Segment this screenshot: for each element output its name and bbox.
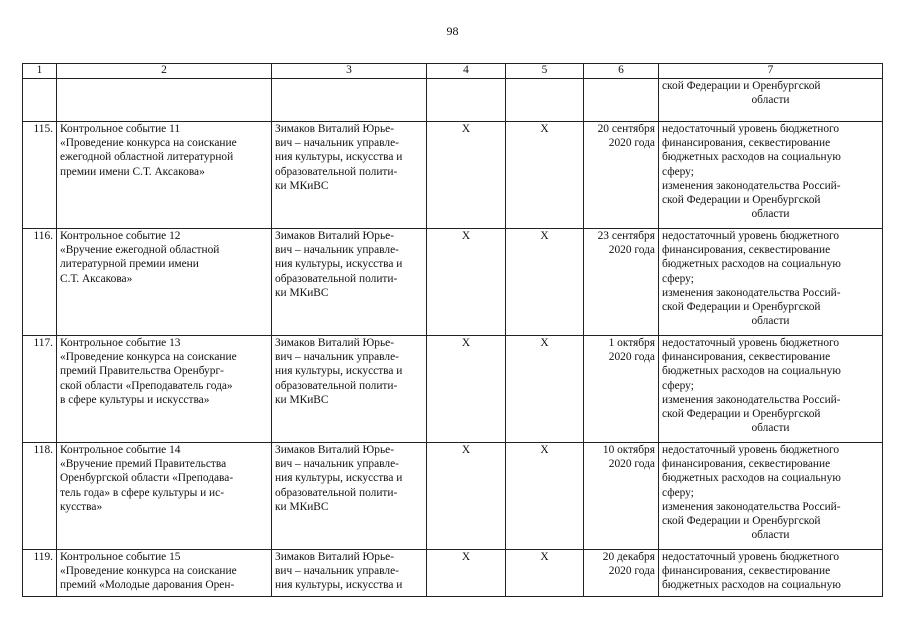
text-line: 2020 года xyxy=(608,244,655,257)
column-header: 6 xyxy=(584,64,659,79)
text-line: Контрольное событие 11 xyxy=(60,123,181,135)
text-line: недостаточный уровень бюджетного xyxy=(662,123,840,135)
text-line: изменения законодательства Россий- xyxy=(662,179,841,192)
cell-num xyxy=(23,79,57,122)
text-line: финансирования, секвестирование xyxy=(662,458,831,471)
text-line: Контрольное событие 14 xyxy=(60,444,181,456)
event-description xyxy=(57,122,272,229)
cell-event xyxy=(57,79,272,122)
text-line: изменения законодательства Россий- xyxy=(662,393,841,406)
responsible-person xyxy=(272,443,427,550)
col5-mark: Х xyxy=(506,229,584,336)
event-date xyxy=(584,122,659,229)
text-line: 1 октября xyxy=(608,337,655,349)
page-number: 98 xyxy=(446,24,459,38)
text-line: премии имени С.Т. Аксакова» xyxy=(60,165,205,178)
cell-col4 xyxy=(427,79,506,122)
text-line: 23 сентября xyxy=(597,230,655,242)
responsible-person xyxy=(272,550,427,597)
text-line: «Проведение конкурса на соискание xyxy=(60,351,237,364)
text-line: «Вручение ежегодной областной xyxy=(60,244,220,257)
column-header: 3 xyxy=(272,64,427,79)
text-line: ния культуры, искусства и xyxy=(275,151,403,164)
text-line: образовательной полити- xyxy=(275,165,398,178)
text-line: финансирования, секвестирование xyxy=(662,244,831,257)
row-number: 119. xyxy=(23,550,57,597)
text-line: 2020 года xyxy=(608,565,655,578)
table-row xyxy=(23,122,883,229)
responsible-person xyxy=(272,336,427,443)
text-line: Зимаков Виталий Юрье- xyxy=(275,337,395,349)
col5-mark: Х xyxy=(506,550,584,597)
text-line: ния культуры, искусства и xyxy=(275,579,403,592)
text-line: «Вручение премий Правительства xyxy=(60,458,227,471)
text-line: Зимаков Виталий Юрье- xyxy=(275,551,395,563)
risks-description xyxy=(659,122,883,229)
text-line: ки МКиВС xyxy=(275,179,329,192)
event-description xyxy=(57,550,272,597)
event-date xyxy=(584,229,659,336)
text-line: премий «Молодые дарования Орен- xyxy=(60,579,235,592)
table-row xyxy=(23,550,883,597)
column-header: 5 xyxy=(506,64,584,79)
risks-description xyxy=(659,229,883,336)
text-line: 20 декабря xyxy=(602,551,655,563)
column-header: 7 xyxy=(659,64,883,79)
text-line: ки МКиВС xyxy=(275,286,329,299)
event-date xyxy=(584,336,659,443)
text-line: сферу; xyxy=(662,486,694,499)
text-line: сферу; xyxy=(662,379,694,392)
risks-description xyxy=(659,550,883,597)
text-line: Контрольное событие 13 xyxy=(60,337,181,349)
text-line: области xyxy=(751,208,790,221)
text-line: вич – начальник управле- xyxy=(275,351,399,364)
text-line: ской Федерации и Оренбургской xyxy=(662,515,821,528)
text-line: финансирования, секвестирование xyxy=(662,565,831,578)
text-line: литературной премии имени xyxy=(60,258,199,271)
text-line: Зимаков Виталий Юрье- xyxy=(275,444,395,456)
responsible-person xyxy=(272,122,427,229)
col4-mark: Х xyxy=(427,336,506,443)
text-line: недостаточный уровень бюджетного xyxy=(662,551,840,563)
text-line: образовательной полити- xyxy=(275,272,398,285)
column-number-header xyxy=(23,64,883,79)
text-line: «Проведение конкурса на соискание xyxy=(60,565,237,578)
continuation-row xyxy=(23,79,883,122)
event-description xyxy=(57,443,272,550)
text-line: вич – начальник управле- xyxy=(275,565,399,578)
table-row xyxy=(23,229,883,336)
text-line: ской Федерации и Оренбургской xyxy=(662,80,821,92)
text-line: вич – начальник управле- xyxy=(275,137,399,150)
text-line: премий Правительства Оренбург- xyxy=(60,365,224,378)
text-line: ежегодной областной литературной xyxy=(60,151,234,164)
text-line: ской Федерации и Оренбургской xyxy=(662,408,821,421)
responsible-person xyxy=(272,229,427,336)
text-line: тель года» в сфере культуры и ис- xyxy=(60,486,224,499)
text-line: бюджетных расходов на социальную xyxy=(662,472,841,485)
event-description xyxy=(57,336,272,443)
text-line: области xyxy=(751,315,790,328)
col5-mark: Х xyxy=(506,122,584,229)
text-line: в сфере культуры и искусства» xyxy=(60,393,210,406)
text-line: С.Т. Аксакова» xyxy=(60,272,133,285)
text-line: вич – начальник управле- xyxy=(275,458,399,471)
row-number: 116. xyxy=(23,229,57,336)
col5-mark: Х xyxy=(506,443,584,550)
text-line: недостаточный уровень бюджетного xyxy=(662,444,840,456)
text-line: ки МКиВС xyxy=(275,500,329,513)
text-line: финансирования, секвестирование xyxy=(662,137,831,150)
text-line: 2020 года xyxy=(608,458,655,471)
text-line: области xyxy=(751,529,790,542)
text-line: области xyxy=(751,422,790,435)
col4-mark: Х xyxy=(427,229,506,336)
text-line: сферу; xyxy=(662,165,694,178)
text-line: ния культуры, искусства и xyxy=(275,258,403,271)
text-line: Оренбургской области «Преподава- xyxy=(60,472,234,485)
text-line: бюджетных расходов на социальную xyxy=(662,579,841,592)
text-line: вич – начальник управле- xyxy=(275,244,399,257)
row-number: 117. xyxy=(23,336,57,443)
table-row xyxy=(23,336,883,443)
text-line: сферу; xyxy=(662,272,694,285)
col4-mark: Х xyxy=(427,550,506,597)
text-line: финансирования, секвестирование xyxy=(662,351,831,364)
risks-description xyxy=(659,443,883,550)
col4-mark: Х xyxy=(427,443,506,550)
event-date xyxy=(584,443,659,550)
text-line: бюджетных расходов на социальную xyxy=(662,365,841,378)
risks-description xyxy=(659,336,883,443)
text-line: Зимаков Виталий Юрье- xyxy=(275,123,395,135)
table-row xyxy=(23,443,883,550)
event-date xyxy=(584,550,659,597)
event-description xyxy=(57,229,272,336)
text-line: бюджетных расходов на социальную xyxy=(662,258,841,271)
text-line: 2020 года xyxy=(608,137,655,150)
text-line: Зимаков Виталий Юрье- xyxy=(275,230,395,242)
col5-mark: Х xyxy=(506,336,584,443)
text-line: Контрольное событие 15 xyxy=(60,551,181,563)
column-header: 4 xyxy=(427,64,506,79)
text-line: «Проведение конкурса на соискание xyxy=(60,137,237,150)
text-line: изменения законодательства Россий- xyxy=(662,500,841,513)
row-number: 118. xyxy=(23,443,57,550)
text-line: ской Федерации и Оренбургской xyxy=(662,301,821,314)
text-line: образовательной полити- xyxy=(275,379,398,392)
table-body xyxy=(23,79,883,597)
column-header: 1 xyxy=(23,64,57,79)
text-line: Контрольное событие 12 xyxy=(60,230,181,242)
text-line: изменения законодательства Россий- xyxy=(662,286,841,299)
cell-risks xyxy=(659,79,883,122)
text-line: ки МКиВС xyxy=(275,393,329,406)
text-line: ния культуры, искусства и xyxy=(275,365,403,378)
text-line: бюджетных расходов на социальную xyxy=(662,151,841,164)
cell-col5 xyxy=(506,79,584,122)
text-line: недостаточный уровень бюджетного xyxy=(662,230,840,242)
text-line: ния культуры, искусства и xyxy=(275,472,403,485)
cell-date xyxy=(584,79,659,122)
text-line: 10 октября xyxy=(602,444,655,456)
text-line: области xyxy=(751,94,790,107)
text-line: недостаточный уровень бюджетного xyxy=(662,337,840,349)
control-events-table xyxy=(22,63,883,597)
text-line: ской области «Преподаватель года» xyxy=(60,379,233,392)
text-line: ской Федерации и Оренбургской xyxy=(662,194,821,207)
column-header: 2 xyxy=(57,64,272,79)
text-line: 20 сентября xyxy=(597,123,655,135)
col4-mark: Х xyxy=(427,122,506,229)
text-line: образовательной полити- xyxy=(275,486,398,499)
text-line: 2020 года xyxy=(608,351,655,364)
text-line: кусства» xyxy=(60,500,103,513)
row-number: 115. xyxy=(23,122,57,229)
cell-responsible xyxy=(272,79,427,122)
